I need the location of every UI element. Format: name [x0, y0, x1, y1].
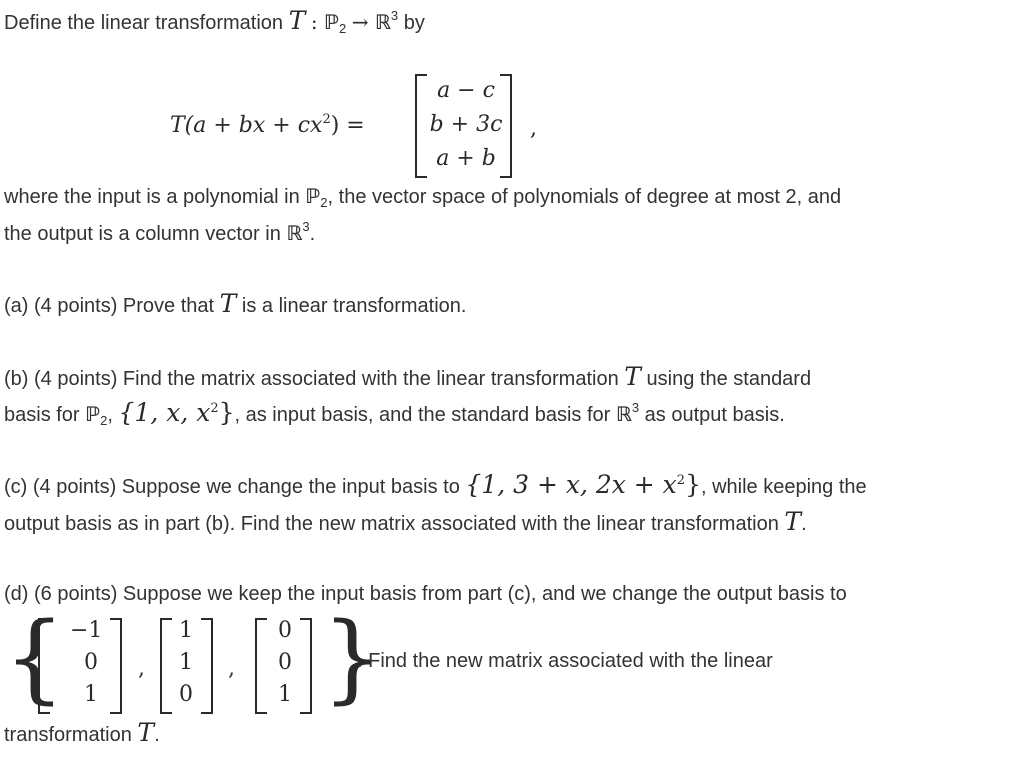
output-basis-vectors: { −1 0 1 , 1 1 0 , 0 0 1 } . Find the new matrix associated with the linear [4, 602, 773, 714]
definition-comma: , [530, 116, 537, 141]
standard-basis: {1, x, x [118, 398, 211, 427]
matrix-row: a − c [437, 78, 495, 103]
intro-text: Define the linear transformation [4, 12, 284, 34]
matrix-row: b + 3c [429, 112, 503, 137]
vector-bracket-right [300, 618, 312, 714]
domain-symbol: ℙ [323, 10, 339, 34]
part-c-line-1: (c) (4 points) Suppose we change the input basis to {1, 3 + x, $2x + x^2$}, while keeping the [4, 470, 867, 499]
part-a: (a) (4 points) Prove that T is a linear transformation. [4, 289, 467, 318]
codomain-symbol: ℝ [374, 10, 391, 34]
vector-entry: 1 [179, 650, 193, 675]
definition-lhs: T(a + bx + $cx^2$) = [170, 112, 365, 138]
where-line-1: where the input is a polynomial in ℙ$_2$, the vector space of polynomials of degree at most 2, and [4, 184, 842, 210]
part-b-line-1: (b) (4 points) Find the matrix associated with the linear transformation T using the standard [4, 362, 812, 391]
vector-entry: −1 [70, 618, 103, 643]
vector-bracket-left [38, 618, 50, 714]
new-input-basis: {1, 3 + x, 2x + x [465, 470, 677, 499]
vector-entry: 0 [278, 650, 292, 675]
part-d-line-3: transformation T. [4, 718, 160, 747]
matrix-right-bracket [500, 74, 512, 178]
intro-line: Define the linear transformation T : ℙ$_2$ → ℝ$^3$ by [4, 6, 425, 36]
left-brace: { [4, 602, 66, 714]
vector-bracket-left [255, 618, 267, 714]
intro-by: by [403, 12, 425, 34]
vector-entry: 1 [84, 682, 98, 707]
transformation-symbol: T [288, 6, 306, 35]
part-d-line-2: . Find the new matrix associated with the linear [357, 650, 773, 672]
matrix-row: a + b [436, 146, 496, 171]
vector-bracket-right [110, 618, 122, 714]
vector-entry: 1 [179, 618, 193, 643]
vector-entry: 0 [278, 618, 292, 643]
vector-entry: 0 [179, 682, 193, 707]
vector-bracket-right [201, 618, 213, 714]
vector-entry: 0 [84, 650, 98, 675]
part-b-line-2: basis for ℙ$_2$, {1, x, $x^2$}, as input basis, and the standard basis for ℝ$^3$ as output basis. [4, 398, 785, 428]
right-brace: } [322, 602, 384, 714]
where-line-2: the output is a column vector in ℝ$^3$. [4, 219, 316, 245]
vector-entry: 1 [278, 682, 292, 707]
part-d-line-1: (d) (6 points) Suppose we keep the input basis from part (c), and we change the output basis to [4, 583, 847, 605]
part-c-line-2: output basis as in part (b). Find the new matrix associated with the linear transformation T. [4, 507, 807, 536]
